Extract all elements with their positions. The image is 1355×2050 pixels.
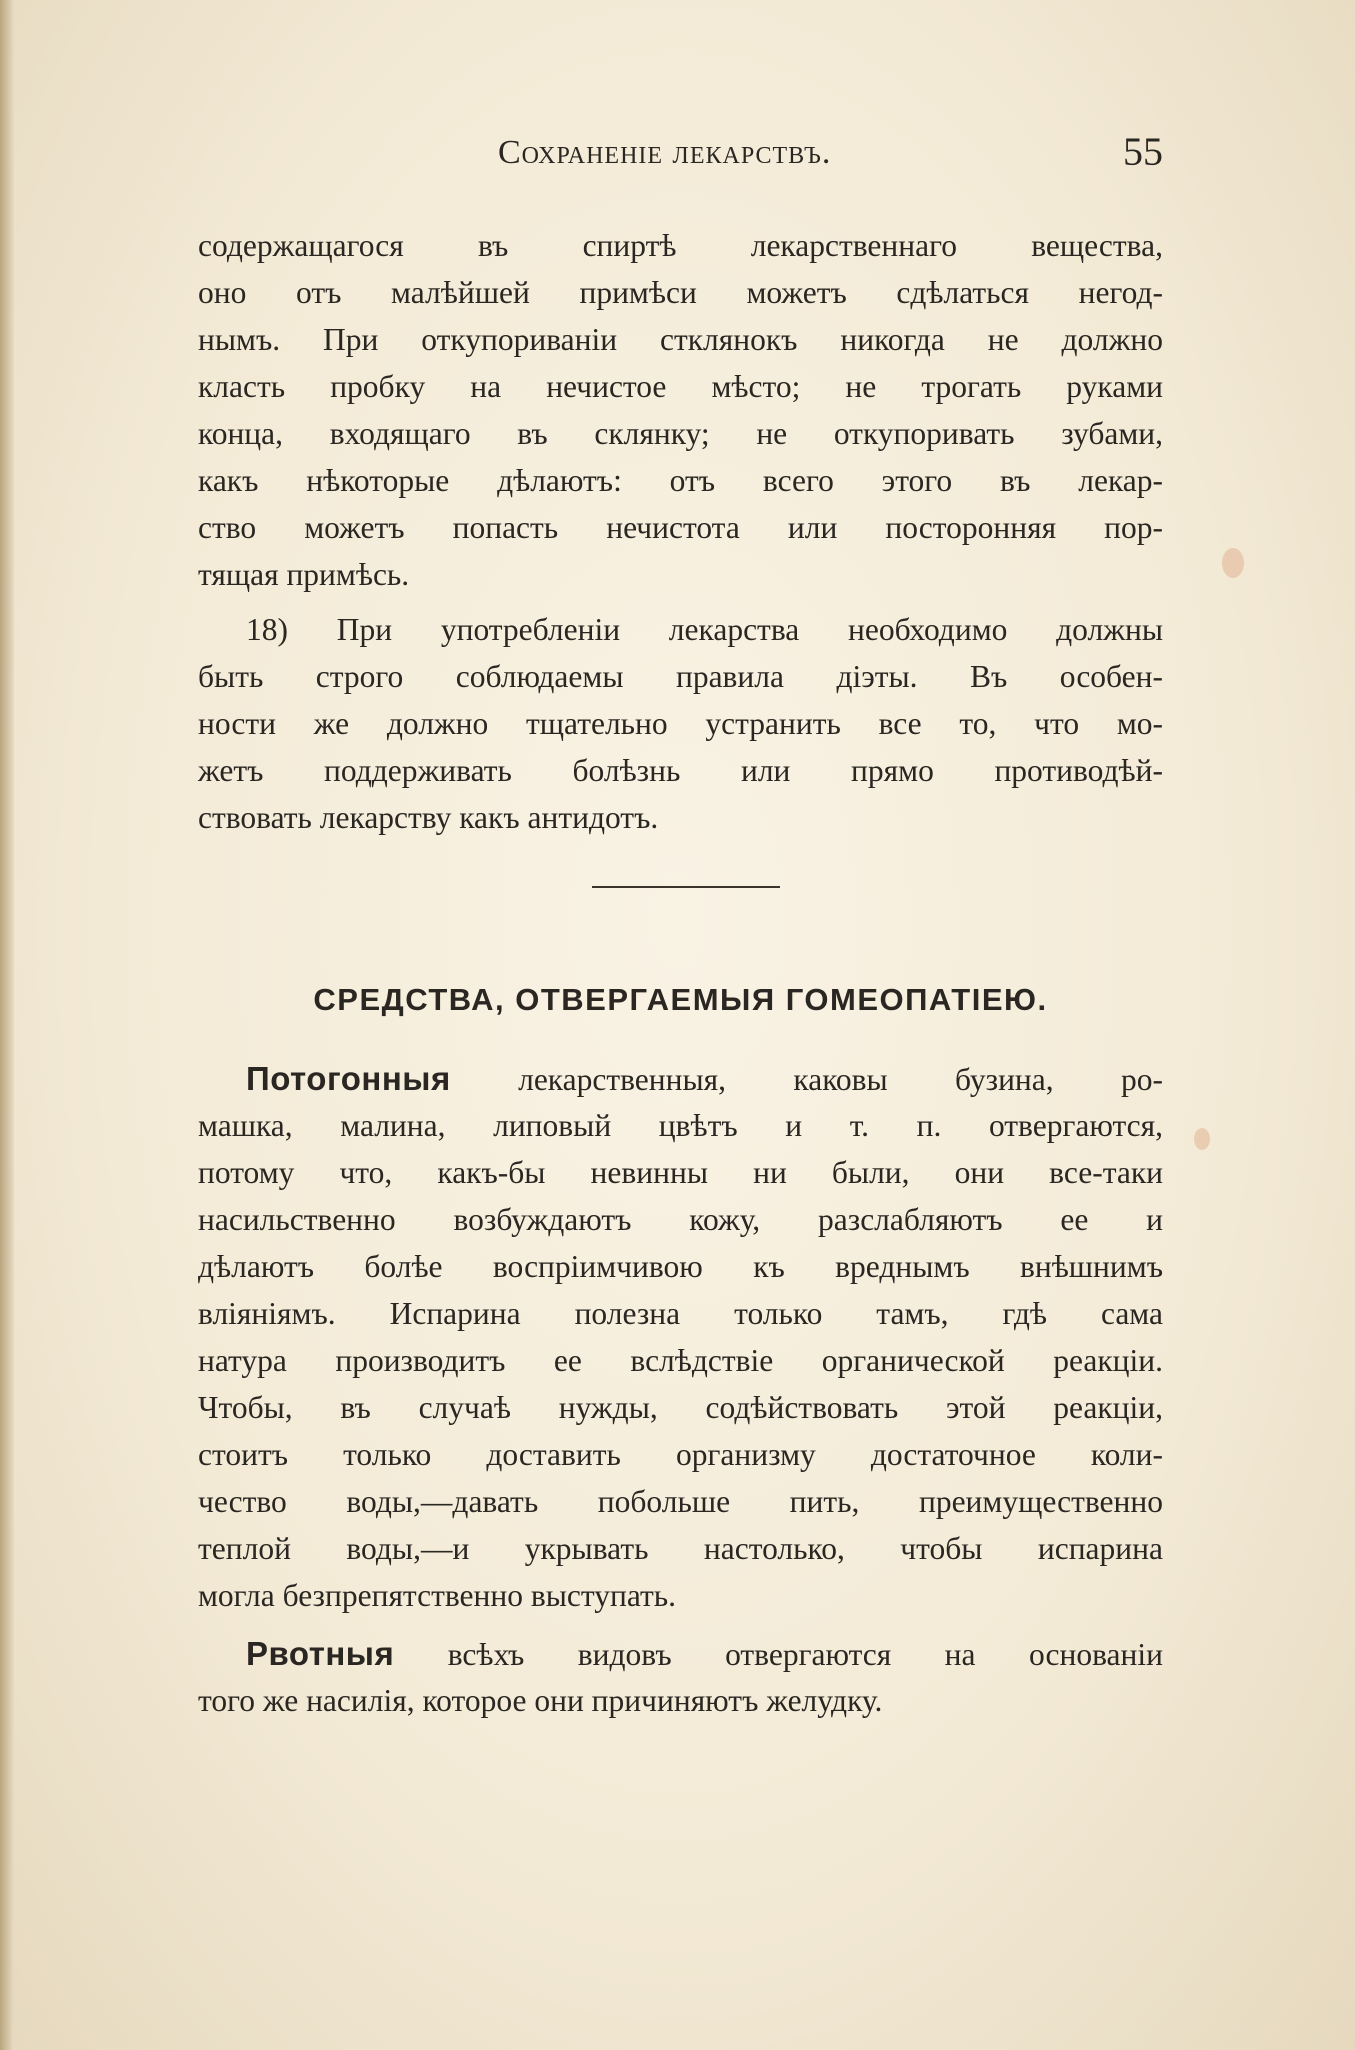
- foxing-spot: [1194, 1128, 1210, 1150]
- text-line-rest: лекарственныя, каковы бузина, ро-: [518, 1062, 1163, 1097]
- bold-term: Потогонныя: [246, 1060, 451, 1097]
- text-line: нымъ. При откупориваніи стклянокъ никогда не должно: [198, 322, 1163, 357]
- text-line: ство можетъ попасть нечистота или посторонняя пор-: [198, 510, 1163, 545]
- running-head: [198, 128, 1163, 178]
- text-line: того же насилія, которое они причиняютъ желудку.: [198, 1683, 883, 1718]
- text-line: жетъ поддерживать болѣзнь или прямо противодѣй-: [198, 753, 1163, 788]
- text-line: содержащагося въ спиртѣ лекарственнаго вещества,: [198, 228, 1163, 263]
- text-line: 18) При употребленіи лекарства необходимо должны: [246, 612, 1163, 647]
- text-line: ствовать лекарству какъ антидотъ.: [198, 800, 659, 835]
- text-line: чество воды,—давать побольше пить, преимущественно: [198, 1484, 1163, 1519]
- section-divider: [592, 886, 780, 888]
- text-line-rest: всѣхъ видовъ отвергаются на основаніи: [447, 1637, 1163, 1672]
- text-line: класть пробку на нечистое мѣсто; не трогать руками: [198, 369, 1163, 404]
- text-line: теплой воды,—и укрывать настолько, чтобы испарина: [198, 1531, 1163, 1566]
- paragraph-18: [198, 606, 1163, 841]
- text-line: быть строго соблюдаемы правила діэты. Въ особен-: [198, 659, 1163, 694]
- foxing-spot: [1222, 548, 1244, 578]
- text-line: дѣлаютъ болѣе воспріимчивою къ вреднымъ внѣшнимъ: [198, 1249, 1163, 1284]
- text-line: могла безпрепятственно выступать.: [198, 1578, 676, 1613]
- paragraph-17-continuation: [198, 222, 1163, 598]
- text-line: конца, входящаго въ склянку; не откупоривать зубами,: [198, 416, 1163, 451]
- bold-term: Рвотныя: [246, 1635, 395, 1672]
- page-edge-shadow: [0, 0, 14, 2050]
- running-title: Сохраненіе лекарствъ.: [498, 134, 832, 171]
- text-line: тящая примѣсь.: [198, 557, 410, 592]
- page-number: 55: [1123, 129, 1163, 174]
- section-heading: СРЕДСТВА, ОТВЕРГАЕМЫЯ ГОМЕОПАТІЕЮ.: [313, 982, 1048, 1017]
- text-line: насильственно возбуждаютъ кожу, разслабляютъ ее и: [198, 1202, 1163, 1237]
- text-line: Чтобы, въ случаѣ нужды, содѣйствовать этой реакціи,: [198, 1390, 1163, 1425]
- text-line: ности же должно тщательно устранить все то, что мо-: [198, 706, 1163, 741]
- text-line: [198, 1630, 1163, 1677]
- text-line: стоитъ только доставить организму достаточное коли-: [198, 1437, 1163, 1472]
- paragraph-emetics: [198, 1630, 1163, 1724]
- text-line: натура производитъ ее вслѣдствіе органической реакціи.: [198, 1343, 1163, 1378]
- text-line: какъ нѣкоторые дѣлаютъ: отъ всего этого въ лекар-: [198, 463, 1163, 498]
- text-line: потому что, какъ-бы невинны ни были, они все-таки: [198, 1155, 1163, 1190]
- paragraph-sudorifics: [198, 1055, 1163, 1619]
- text-line: [198, 1055, 1163, 1102]
- text-line: машка, малина, липовый цвѣтъ и т. п. отвергаются,: [198, 1108, 1163, 1143]
- text-line: вліяніямъ. Испарина полезна только тамъ, гдѣ сама: [198, 1296, 1163, 1331]
- text-line: оно отъ малѣйшей примѣси можетъ сдѣлаться негод-: [198, 275, 1163, 310]
